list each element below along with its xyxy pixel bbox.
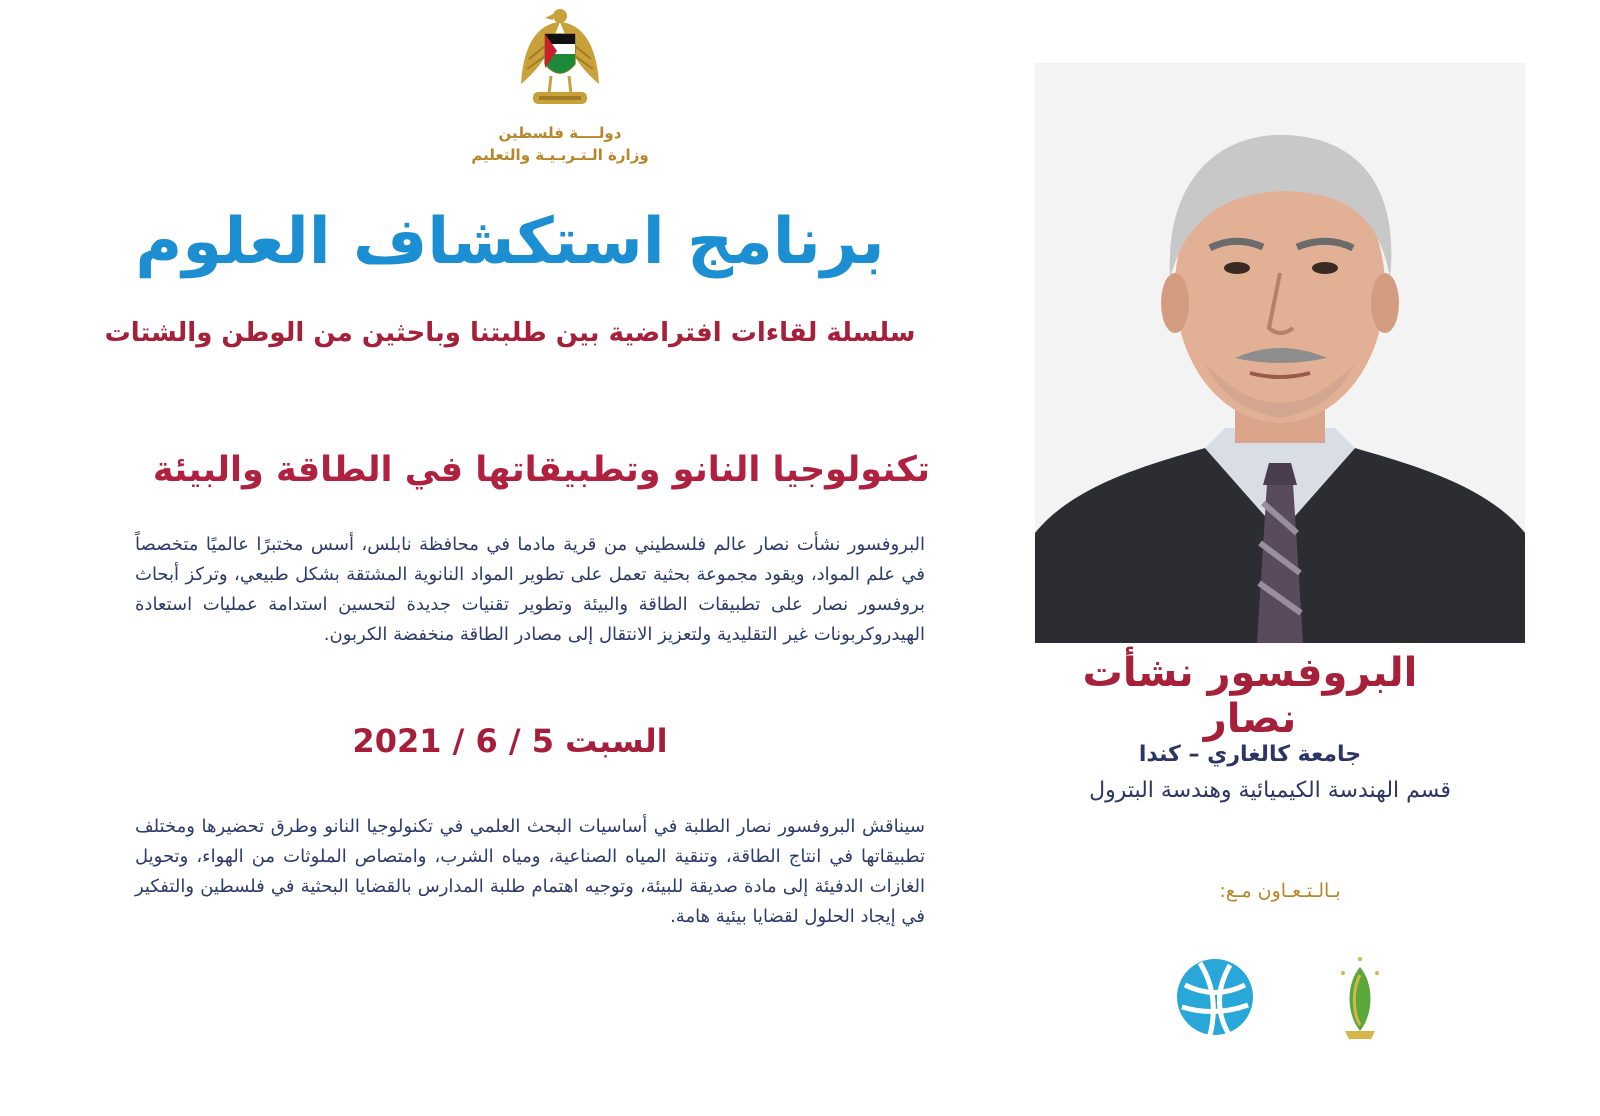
lecture-description-paragraph: سيناقش البروفسور نصار الطلبة في أساسيات البحث العلمي في تكنولوجيا النانو وطرق تحضيرها ومختلف تطبيقاتها في انتاج الطاقة، وتنقية المياه الصناعية، ومياه الشرب، وامتصاص الملوثات من الهواء، وتحويل الغازات الدفيئة إلى مادة صديقة للبيئة، وتوجيه اهتمام طلبة المدارس بالقضايا البحثية في فلسطين والتفكير في إيجاد الحلول لقضايا بيئية هامة. xyxy=(135,816,925,927)
ministry-state-text: دولــــة فلسطين xyxy=(498,124,622,142)
ministry-name-text: وزارة الـتـربـيـة والتعليم xyxy=(471,146,649,164)
program-title: برنامج استكشاف العلوم xyxy=(135,205,885,279)
academy-logo-icon xyxy=(1160,945,1270,1055)
lecture-title: تكنولوجيا النانو وتطبيقاتها في الطاقة والبيئة xyxy=(152,450,930,490)
speaker-bio-paragraph: البروفسور نشأت نصار عالم فلسطيني من قرية مادما في محافظة نابلس، أسس مختبرًا عالميًا متخصصاً في علم المواد، ويقود مجموعة بحثية تعمل على تطوير المواد النانوية المشتقة بشكل طبيعي، وتركز أبحاث بروفسور نصار على تطبيقات الطاقة والبيئة وتطوير تقنيات جديدة لتحسين استدامة عمليات استعادة الهيدروكربونات غير التقليدية ولتعزيز الانتقال إلى مصادر الطاقة منخفضة الكربون. xyxy=(135,534,925,645)
partners-label: بـالـتـعـاون مـع: xyxy=(1219,880,1341,902)
hcie-logo-icon xyxy=(1305,945,1415,1055)
program-subtitle: سلسلة لقاءات افتراضية بين طلبتنا وباحثين من الوطن والشتات xyxy=(104,318,916,348)
speaker-name: البروفسور نشأت نصار xyxy=(1082,650,1418,742)
speaker-university: جامعة كالغاري – كندا xyxy=(1138,742,1362,767)
palestine-emblem-icon xyxy=(515,4,605,114)
lecture-date: السبت 5 / 6 / 2021 xyxy=(352,722,668,760)
speaker-photo xyxy=(1035,63,1525,643)
speaker-department: قسم الهندسة الكيميائية وهندسة البترول xyxy=(1089,778,1451,803)
